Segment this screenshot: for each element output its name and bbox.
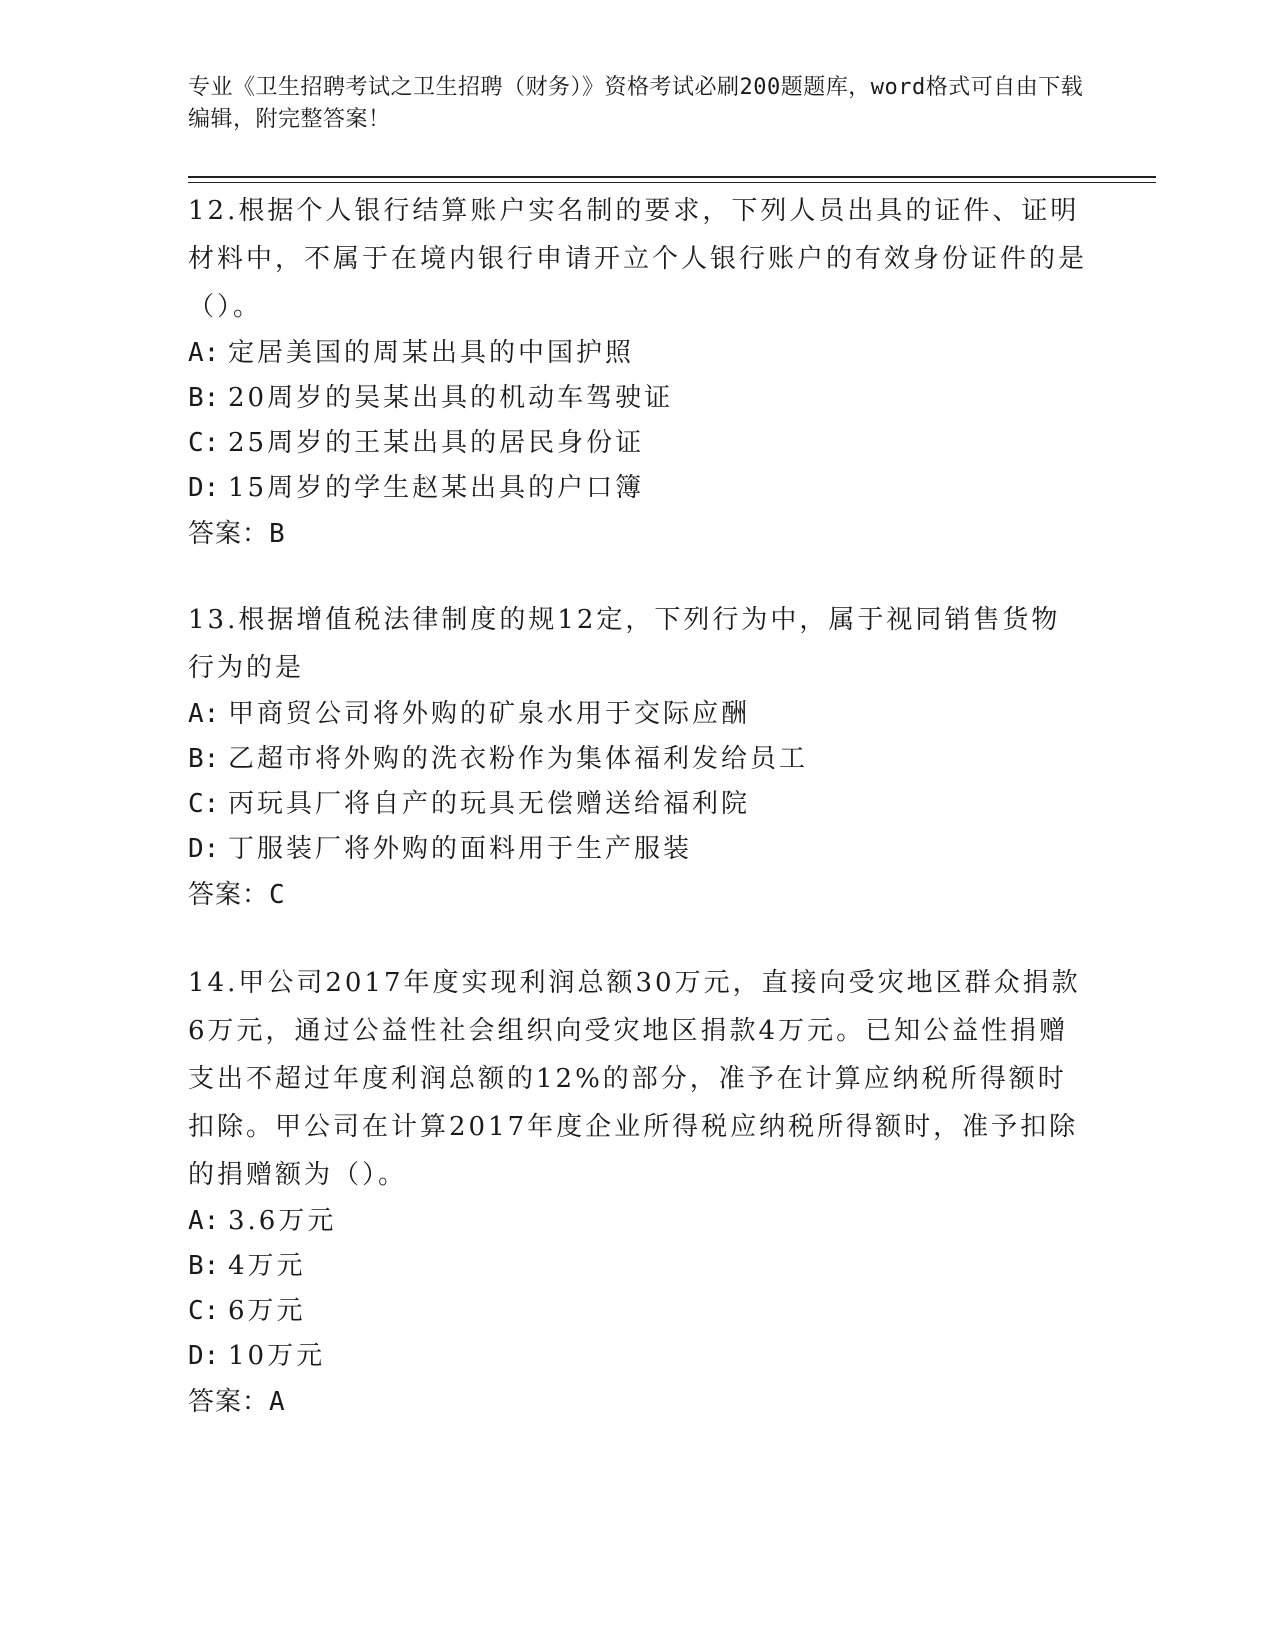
option-a	[188, 692, 1088, 737]
option-text: 4万元	[228, 1251, 306, 1281]
question-13	[188, 596, 1088, 918]
option-key: C:	[188, 1296, 220, 1326]
option-key: D:	[188, 1341, 220, 1371]
document-title: 专业《卫生招聘考试之卫生招聘（财务）》资格考试必刷200题题库，word格式可自由下载编辑，附完整答案！	[188, 75, 1084, 132]
option-d	[188, 1334, 1088, 1379]
option-key: B:	[188, 383, 220, 413]
option-d	[188, 827, 1088, 872]
option-key: D:	[188, 473, 220, 503]
question-12	[188, 187, 1088, 557]
option-d	[188, 466, 1088, 511]
option-b	[188, 737, 1088, 782]
option-text: 甲商贸公司将外购的矿泉水用于交际应酬	[228, 699, 751, 729]
question-14	[188, 959, 1088, 1425]
answer-line: 答案：C	[188, 880, 286, 910]
option-key: B:	[188, 1251, 220, 1281]
option-b	[188, 376, 1088, 421]
option-text: 乙超市将外购的洗衣粉作为集体福利发给员工	[228, 744, 809, 774]
option-text: 3.6万元	[228, 1206, 337, 1236]
answer-line: 答案：B	[188, 519, 286, 549]
header-divider	[188, 176, 1156, 183]
option-key: D:	[188, 834, 220, 864]
option-key: A:	[188, 338, 220, 368]
option-a	[188, 1199, 1088, 1244]
option-text: 丁服装厂将外购的面料用于生产服装	[228, 834, 693, 864]
answer-line: 答案：A	[188, 1387, 286, 1417]
option-key: B:	[188, 744, 220, 774]
option-text: 6万元	[228, 1296, 306, 1326]
option-b	[188, 1244, 1088, 1289]
option-key: C:	[188, 789, 220, 819]
option-a	[188, 331, 1088, 376]
option-text: 定居美国的周某出具的中国护照	[228, 338, 635, 368]
option-text: 丙玩具厂将自产的玩具无偿赠送给福利院	[228, 789, 751, 819]
option-key: A:	[188, 1206, 220, 1236]
option-text: 25周岁的王某出具的居民身份证	[228, 428, 645, 458]
question-text: 14.甲公司2017年度实现利润总额30万元，直接向受灾地区群众捐款6万元，通过公益性社会组织向受灾地区捐款4万元。已知公益性捐赠支出不超过年度利润总额的12%的部分，准予在计算应纳税所得额时扣除。甲公司在计算2017年度企业所得税应纳税所得额时，准予扣除的捐赠额为（）。	[188, 968, 1081, 1190]
option-text: 10万元	[228, 1341, 326, 1371]
option-key: A:	[188, 699, 220, 729]
question-text: 12.根据个人银行结算账户实名制的要求，下列人员出具的证件、证明材料中，不属于在境内银行申请开立个人银行账户的有效身份证件的是（）。	[188, 196, 1088, 322]
option-c	[188, 1289, 1088, 1334]
question-text: 13.根据增值税法律制度的规12定，下列行为中，属于视同销售货物行为的是	[188, 605, 1061, 683]
option-c	[188, 782, 1088, 827]
option-c	[188, 421, 1088, 466]
option-key: C:	[188, 428, 220, 458]
option-text: 20周岁的吴某出具的机动车驾驶证	[228, 383, 674, 413]
option-text: 15周岁的学生赵某出具的户口簿	[228, 473, 645, 503]
document-header	[188, 72, 1088, 136]
